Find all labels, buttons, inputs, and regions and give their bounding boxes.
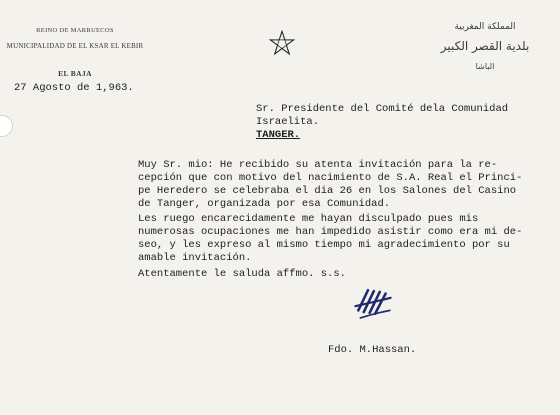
body-line: numerosas ocupaciones me han impedido asistir como era mi de-	[138, 226, 523, 238]
signature-name: Fdo. M.Hassan.	[328, 344, 417, 356]
star-pentagram-icon	[269, 30, 295, 56]
recipient-city: TANGER.	[256, 129, 301, 141]
recipient-line: Sr. Presidente del Comité dela Comunidad	[256, 103, 509, 115]
letterhead-arabic-municipality: بلدية القصر الكبير	[440, 39, 530, 53]
body-line: pe Heredero se celebraba el dia 26 en los Salones del Casino	[138, 185, 517, 197]
body-line: Muy Sr. mio: He recibido su atenta invitación para la re-	[138, 159, 498, 171]
body-line: seo, y les expreso al mismo tiempo mi agradecimiento por su	[138, 239, 510, 251]
letterhead-office: EL BAJA	[58, 69, 92, 78]
recipient-line: Israelita.	[256, 116, 320, 128]
letterhead-kingdom: REINO DE MARRUECOS	[36, 27, 114, 34]
letter-date: 27 Agosto de 1,963.	[14, 82, 134, 94]
letterhead-arabic-kingdom: المملكة المغربية	[454, 22, 516, 32]
body-line: cepción que con motivo del nacimiento de S.A. Real el Princi-	[138, 172, 523, 184]
punch-hole	[0, 115, 13, 137]
letterhead-municipality: MUNICIPALIDAD DE EL KSAR EL KEBIR	[6, 42, 144, 50]
body-line: Les ruego encarecidamente me hayan disculpado pues mis	[138, 213, 479, 225]
body-line: amable invitación.	[138, 252, 252, 264]
signature-icon	[352, 281, 394, 323]
letterhead-arabic-office: الباشا	[475, 62, 495, 71]
closing-line: Atentamente le saluda affmo. s.s.	[138, 268, 346, 280]
body-line: de Tanger, organizada por esa Comunidad.	[138, 198, 391, 210]
